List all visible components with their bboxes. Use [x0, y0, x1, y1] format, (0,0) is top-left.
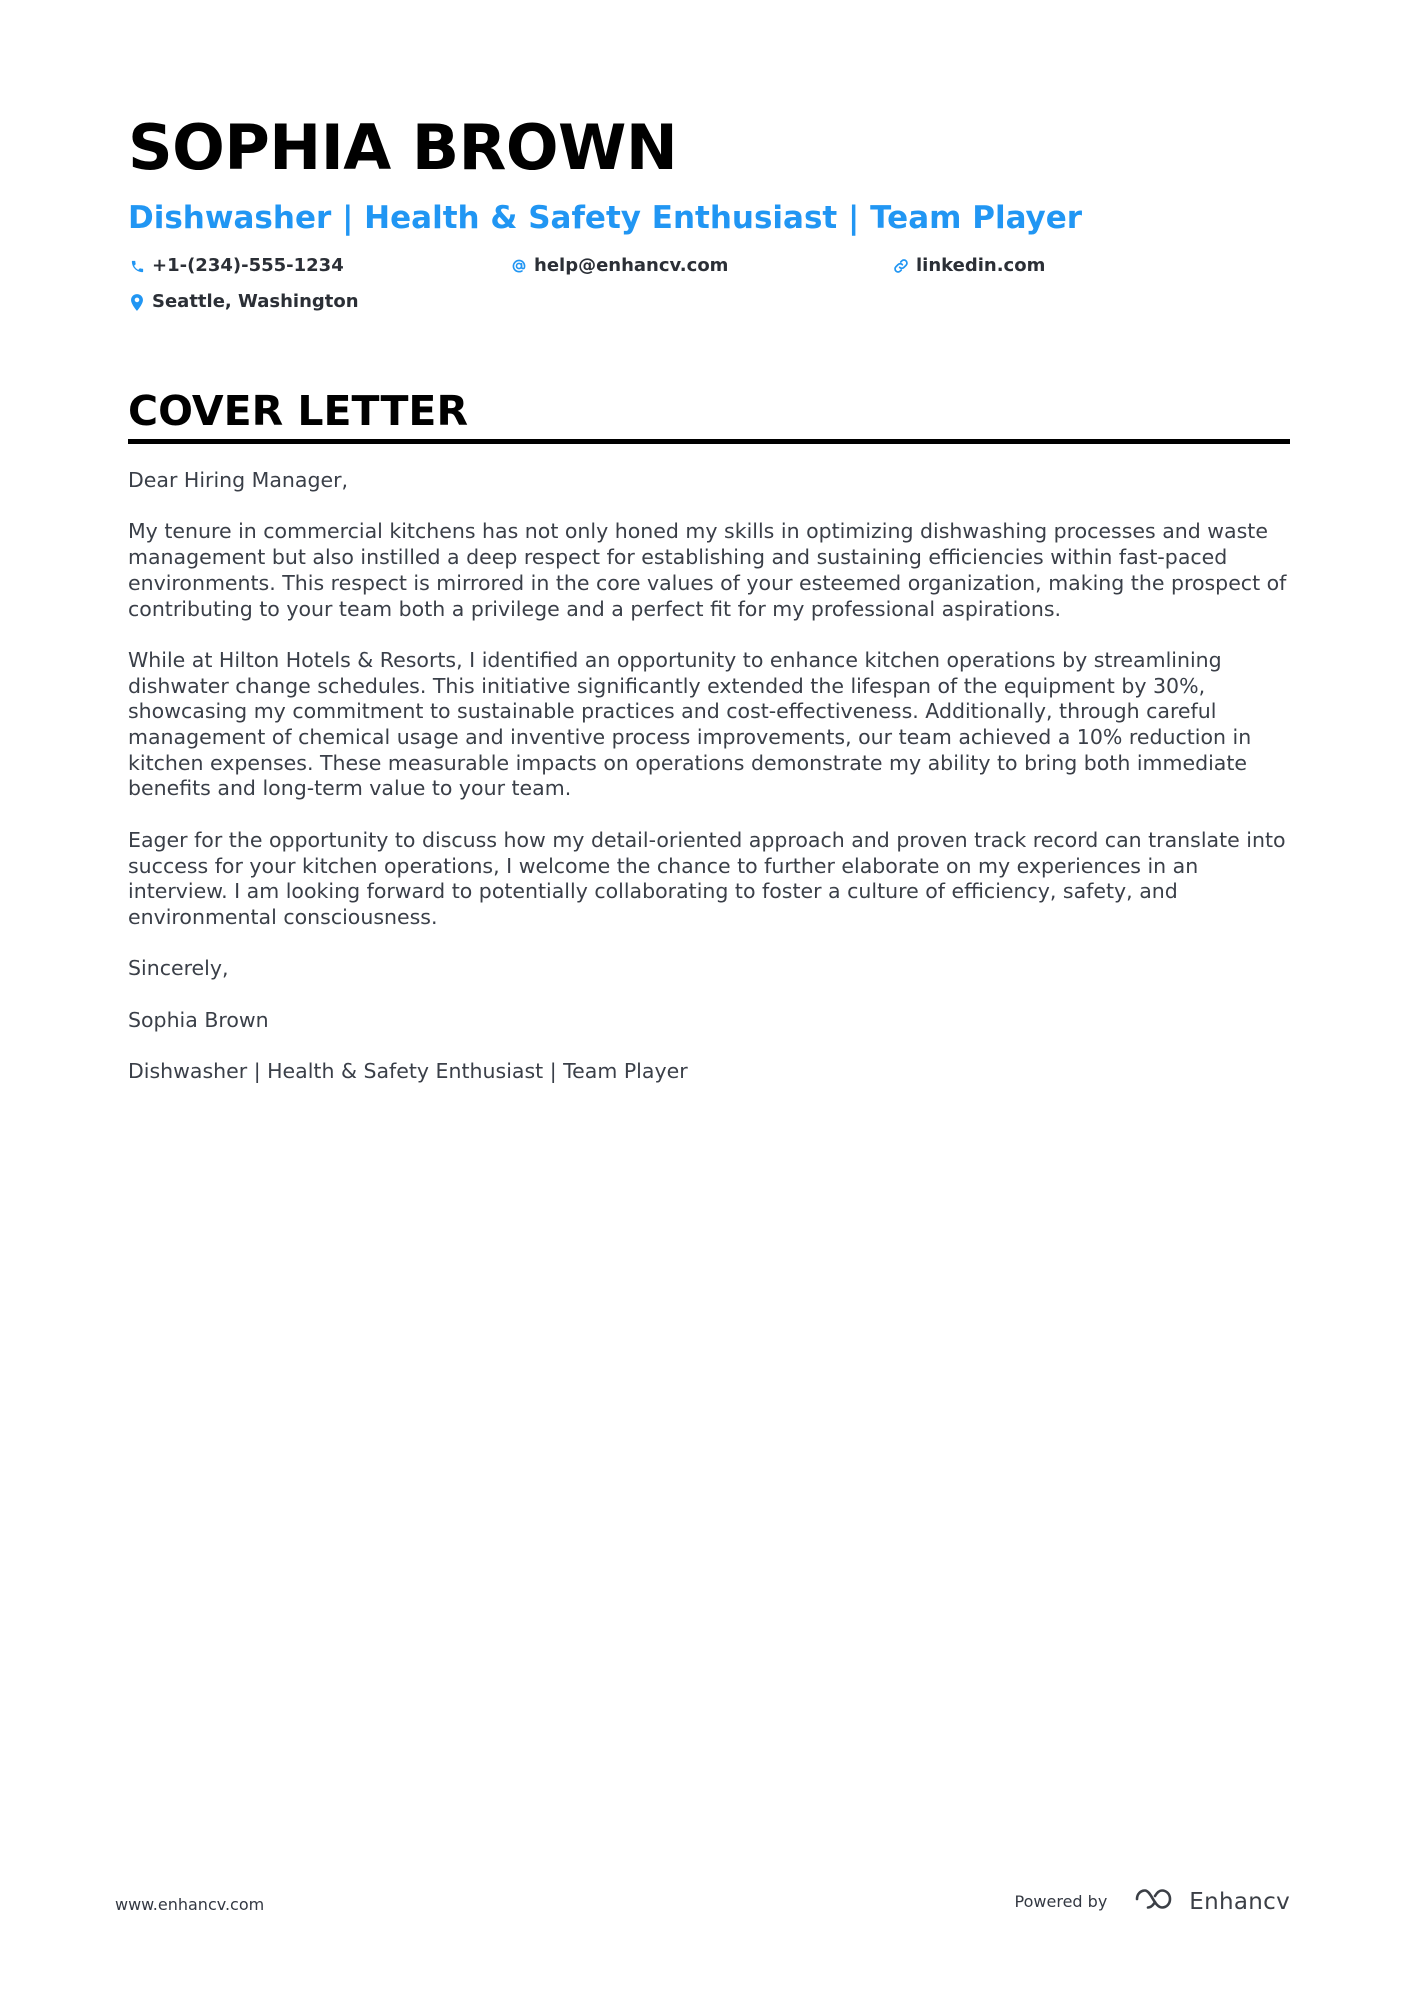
enhancv-logo-icon — [1133, 1886, 1179, 1917]
location-text: Seattle, Washington — [152, 291, 359, 312]
contact-email — [510, 254, 892, 278]
section-title: COVER LETTER — [128, 387, 469, 435]
phone-icon — [128, 257, 146, 275]
letter-body — [128, 468, 1290, 1085]
candidate-headline: Dishwasher | Health & Safety Enthusiast | Team Player — [128, 200, 1083, 236]
brand-name: Enhancv — [1189, 1888, 1290, 1915]
resume-header — [128, 108, 1288, 314]
phone-text[interactable]: +1-(234)-555-1234 — [152, 255, 344, 276]
contact-location — [128, 290, 510, 314]
contact-phone — [128, 254, 510, 278]
cover-letter-section — [128, 383, 1290, 1110]
letter-signature: Sophia Brown — [128, 1007, 269, 1032]
footer-branding — [1015, 1886, 1290, 1917]
footer-website[interactable]: www.enhancv.com — [115, 1895, 265, 1914]
candidate-name: SOPHIA BROWN — [128, 111, 678, 184]
letter-paragraph: While at Hilton Hotels & Resorts, I identified an opportunity to enhance kitchen operations by streamlining dishwater change schedules. This initiative significantly extended the lifespan of the equipment by 30%, showcasing my commitment to sustainable practices and cost-effectiveness. Additionally, through careful management of chemical usage and inventive process improvements, our team achieved a 10% reduction in kitchen expenses. These measurable impacts on operations demonstrate my ability to bring both immediate benefits and long-term value to your team. — [128, 647, 1252, 801]
section-divider — [128, 439, 1290, 444]
contact-link — [892, 254, 1274, 278]
letter-signature-title: Dishwasher | Health & Safety Enthusiast | Team Player — [128, 1059, 688, 1084]
location-pin-icon — [128, 293, 146, 311]
letter-closing: Sincerely, — [128, 956, 229, 981]
letter-paragraph: My tenure in commercial kitchens has not only honed my skills in optimizing dishwashing processes and waste management but also instilled a deep respect for establishing and sustaining efficiencies within fast-paced environments. This respect is mirrored in the core values of your esteemed organization, making the prospect of contributing to your team both a privilege and a perfect fit for my professional aspirations. — [128, 519, 1287, 621]
enhancv-logo[interactable] — [1133, 1886, 1290, 1917]
letter-paragraph: Eager for the opportunity to discuss how my detail-oriented approach and proven track record can translate into success for your kitchen operations, I welcome the chance to further elaborate on my experiences in an interview. I am looking forward to potentially collaborating to foster a culture of efficiency, safety, and environmental consciousness. — [128, 827, 1286, 929]
link-icon — [892, 257, 910, 275]
contact-info — [128, 254, 1288, 314]
letter-salutation: Dear Hiring Manager, — [128, 468, 349, 492]
email-text[interactable]: help@enhancv.com — [534, 255, 729, 276]
at-sign-icon — [510, 257, 528, 275]
link-text[interactable]: linkedin.com — [916, 255, 1046, 276]
powered-by-label: Powered by — [1014, 1891, 1108, 1911]
